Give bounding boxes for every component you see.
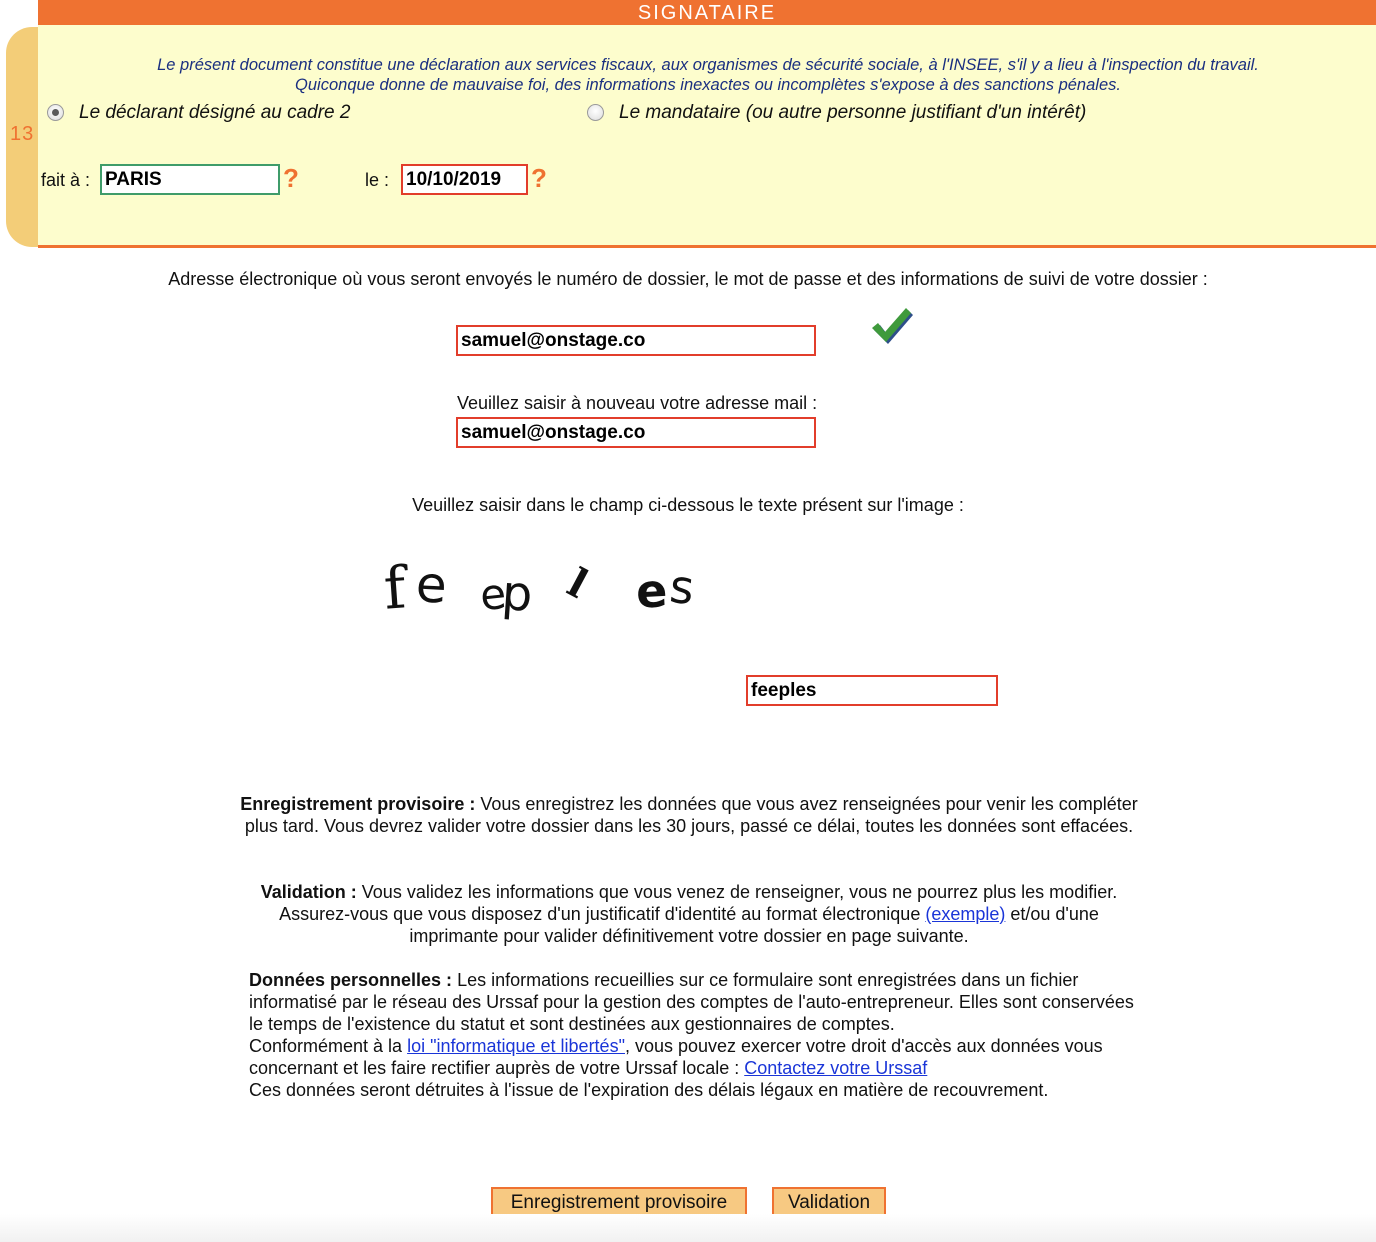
info-perso-title: Données personnelles :	[249, 970, 453, 990]
check-icon	[868, 304, 914, 346]
captcha-char: e	[634, 563, 669, 619]
info-validation-text-2: et/ou d'une imprimante pour valider définitivement votre dossier en page suivante.	[409, 904, 1099, 946]
captcha-input[interactable]	[746, 675, 998, 706]
info-perso-text-3: , vous pouvez exercer votre droit d'accès aux données vous concernant et les faire rectifier auprès de votre Urssaf locale :	[249, 1036, 1103, 1078]
info-donnees-personnelles	[249, 969, 1149, 1101]
info-enregistrement-text: Vous enregistrez les données que vous avez renseignées pour venir les compléter plus tard. Vous devrez valider votre dossier dans les 30 jours, passé ce délai, toutes les données sont effacées.	[244, 794, 1138, 836]
captcha-instruction: Veuillez saisir dans le champ ci-dessous le texte présent sur l'image :	[412, 495, 964, 515]
section-number: 13	[10, 123, 35, 145]
email-confirm-label: Veuillez saisir à nouveau votre adresse mail :	[457, 393, 818, 413]
radio-declarant[interactable]	[47, 104, 64, 121]
date-label: le :	[365, 170, 390, 190]
fait-a-input[interactable]	[100, 164, 280, 195]
captcha-char: e	[414, 555, 449, 615]
info-perso-text: Les informations recueillies sur ce formulaire sont enregistrées dans un fichier informatisé par le réseau des Urssaf pour la gestion des comptes de l'auto-entrepreneur. Elles sont conservées le temps de l'existence du statut et sont destinées aux gestionnaires de comptes.	[249, 970, 1134, 1034]
save-draft-button[interactable]: Enregistrement provisoire	[491, 1187, 747, 1218]
legal-notice-line-2: Quiconque donne de mauvaise foi, des informations inexactes ou incomplètes s'expose à des sanctions pénales.	[295, 76, 1121, 94]
info-enregistrement	[240, 793, 1138, 837]
date-input[interactable]	[401, 164, 528, 195]
legal-notice-line-1: Le présent document constitue une déclaration aux services fiscaux, aux organismes de sécurité sociale, à l'INSEE, s'il y a lieu à l'inspection du travail.	[157, 56, 1259, 74]
fait-a-label: fait à :	[41, 170, 91, 190]
email-confirm-input[interactable]	[456, 417, 816, 448]
contact-urssaf-link[interactable]: Contactez votre Urssaf	[744, 1058, 928, 1078]
info-validation-title: Validation :	[260, 882, 357, 902]
radio-declarant-label[interactable]: Le déclarant désigné au cadre 2	[79, 102, 351, 123]
info-perso-text-2: Conformément à la	[249, 1036, 408, 1056]
page-bottom-edge	[0, 1214, 1376, 1242]
validate-button[interactable]: Validation	[772, 1187, 886, 1218]
radio-mandataire-label[interactable]: Le mandataire (ou autre personne justifiant d'un intérêt)	[619, 102, 1087, 123]
info-perso-text-4: Ces données seront détruites à l'issue de l'expiration des délais légaux en matière de recouvrement.	[249, 1080, 1049, 1100]
loi-informatique-libertes-link[interactable]: loi "informatique et libertés"	[407, 1036, 625, 1056]
captcha-char: p	[500, 565, 535, 623]
help-icon[interactable]: ?	[283, 163, 299, 193]
captcha-char: l	[559, 559, 596, 608]
info-enregistrement-title: Enregistrement provisoire :	[240, 794, 476, 814]
captcha-image	[380, 548, 720, 638]
email-intro: Adresse électronique où vous seront envoyés le numéro de dossier, le mot de passe et des informations de suivi de votre dossier :	[168, 269, 1208, 289]
info-validation-text: Vous validez les informations que vous venez de renseigner, vous ne pourrez plus les modifier. Assurez-vous que vous disposez d'un justificatif d'identité au format électronique	[279, 882, 1118, 924]
captcha-char: f	[381, 553, 408, 623]
section-title: SIGNATAIRE	[38, 0, 1376, 25]
help-icon[interactable]: ?	[531, 163, 547, 193]
radio-mandataire[interactable]	[587, 104, 604, 121]
email-input[interactable]	[456, 325, 816, 356]
exemple-link[interactable]: (exemple)	[925, 904, 1006, 924]
captcha-char: e	[477, 568, 509, 621]
info-validation	[240, 881, 1138, 947]
captcha-char: s	[667, 558, 697, 616]
